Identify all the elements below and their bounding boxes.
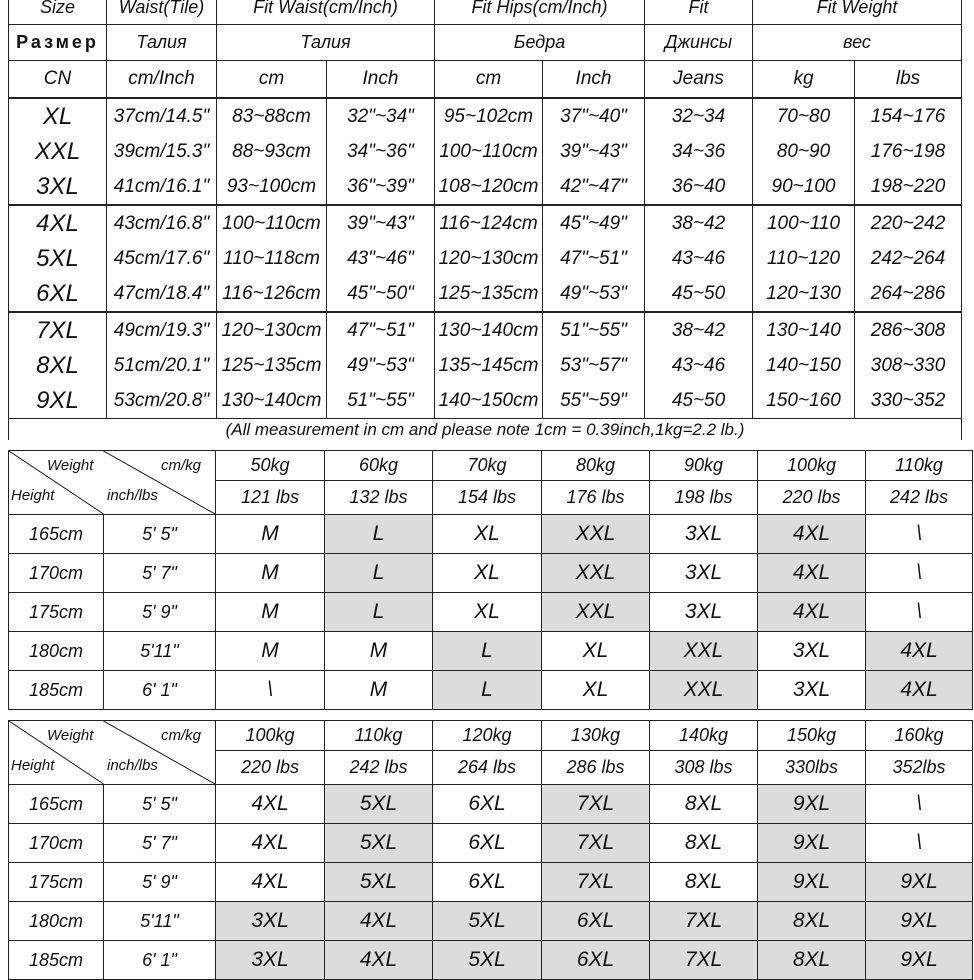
weight-lbs-header: 242 lbs xyxy=(866,481,973,515)
weight-lbs-header: 121 lbs xyxy=(216,481,325,515)
weight-kg-header: 90kg xyxy=(650,451,758,481)
grid2-header-row-1 xyxy=(9,721,973,751)
height-cm: 175cm xyxy=(9,863,104,902)
height-weight-grid-2 xyxy=(8,720,973,980)
weight-lbs-header: 264 lbs xyxy=(433,751,542,785)
recommended-size: L xyxy=(325,515,433,554)
header-unit: Inch xyxy=(543,61,645,99)
size-value: 130~140cm xyxy=(435,312,543,348)
recommended-size: L xyxy=(433,632,542,671)
recommended-size: 3XL xyxy=(650,515,758,554)
corner-inchlbs: inch/lbs xyxy=(107,487,158,504)
height-row xyxy=(9,593,973,632)
size-value: 88~93cm xyxy=(217,134,327,169)
recommended-size: 4XL xyxy=(325,902,433,941)
recommended-size: 3XL xyxy=(216,941,325,980)
recommended-size: 9XL xyxy=(866,863,973,902)
header-bedra: Бедра xyxy=(435,25,645,61)
size-value: 140~150 xyxy=(753,348,855,383)
height-inch: 5' 9" xyxy=(104,863,216,902)
recommended-size: M xyxy=(216,593,325,632)
height-inch: 5'11" xyxy=(104,902,216,941)
size-row xyxy=(9,98,962,134)
height-cm: 165cm xyxy=(9,785,104,824)
corner-height: Height xyxy=(11,757,55,774)
recommended-size: 3XL xyxy=(758,632,866,671)
recommended-size: 4XL xyxy=(216,863,325,902)
size-row xyxy=(9,276,962,312)
header-unit: kg xyxy=(753,61,855,99)
recommended-size: M xyxy=(216,554,325,593)
size-value: 150~160 xyxy=(753,383,855,419)
weight-lbs-header: 154 lbs xyxy=(433,481,542,515)
weight-kg-header: 50kg xyxy=(216,451,325,481)
recommended-size: 9XL xyxy=(866,941,973,980)
recommended-size: 7XL xyxy=(542,863,650,902)
height-inch: 5' 5" xyxy=(104,515,216,554)
corner-weight: Weight xyxy=(47,457,94,474)
recommended-size: 6XL xyxy=(433,824,542,863)
corner-weight: Weight xyxy=(47,727,94,744)
header-fit-hips: Fit Hips(cm/Inch) xyxy=(435,0,645,25)
size-value: 120~130cm xyxy=(217,312,327,348)
size-value: 38~42 xyxy=(645,312,753,348)
recommended-size: 8XL xyxy=(650,824,758,863)
size-value: 45~50 xyxy=(645,276,753,312)
size-row xyxy=(9,312,962,348)
height-cm: 180cm xyxy=(9,902,104,941)
size-value: 93~100cm xyxy=(217,169,327,205)
size-value: 83~88cm xyxy=(217,98,327,134)
header-taliya-1: Талия xyxy=(107,25,217,61)
recommended-size: \ xyxy=(866,824,973,863)
size-label: 4XL xyxy=(9,205,107,241)
size-value: 108~120cm xyxy=(435,169,543,205)
size-value: 125~135cm xyxy=(435,276,543,312)
size-value: 220~242 xyxy=(855,205,962,241)
corner-cmkg: cm/kg xyxy=(161,457,202,474)
size-value: 47"~51" xyxy=(543,241,645,276)
height-cm: 170cm xyxy=(9,554,104,593)
size-value: 80~90 xyxy=(753,134,855,169)
recommended-size: XL xyxy=(433,593,542,632)
recommended-size: M xyxy=(325,671,433,710)
height-row xyxy=(9,824,973,863)
header-cn: CN xyxy=(9,61,107,99)
height-inch: 5'11" xyxy=(104,632,216,671)
size-value: 41cm/16.1" xyxy=(107,169,217,205)
weight-lbs-header: 220 lbs xyxy=(216,751,325,785)
size-value: 120~130cm xyxy=(435,241,543,276)
size-value: 39"~43" xyxy=(543,134,645,169)
recommended-size: M xyxy=(216,515,325,554)
weight-lbs-header: 132 lbs xyxy=(325,481,433,515)
size-row xyxy=(9,134,962,169)
size-value: 36"~39" xyxy=(327,169,435,205)
size-value: 51cm/20.1" xyxy=(107,348,217,383)
header-unit: cm xyxy=(217,61,327,99)
size-value: 176~198 xyxy=(855,134,962,169)
header-size: Size xyxy=(9,0,107,25)
size-value: 110~120 xyxy=(753,241,855,276)
weight-kg-header: 130kg xyxy=(542,721,650,751)
corner-inchlbs: inch/lbs xyxy=(107,757,158,774)
recommended-size: XL xyxy=(542,632,650,671)
size-label: 7XL xyxy=(9,312,107,348)
height-row xyxy=(9,671,973,710)
recommended-size: 5XL xyxy=(325,824,433,863)
header-unit: cm xyxy=(435,61,543,99)
recommended-size: 5XL xyxy=(325,863,433,902)
weight-lbs-header: 352lbs xyxy=(866,751,973,785)
weight-lbs-header: 242 lbs xyxy=(325,751,433,785)
recommended-size: 4XL xyxy=(758,554,866,593)
height-row xyxy=(9,902,973,941)
weight-lbs-header: 220 lbs xyxy=(758,481,866,515)
corner-height: Height xyxy=(11,487,55,504)
size-value: 42"~47" xyxy=(543,169,645,205)
size-value: 49cm/19.3" xyxy=(107,312,217,348)
size-value: 43~46 xyxy=(645,241,753,276)
recommended-size: XXL xyxy=(650,632,758,671)
weight-lbs-header: 198 lbs xyxy=(650,481,758,515)
height-row xyxy=(9,863,973,902)
weight-kg-header: 120kg xyxy=(433,721,542,751)
recommended-size: 8XL xyxy=(758,902,866,941)
size-value: 45"~50" xyxy=(327,276,435,312)
height-cm: 180cm xyxy=(9,632,104,671)
size-value: 43cm/16.8" xyxy=(107,205,217,241)
recommended-size: 4XL xyxy=(216,785,325,824)
header-unit: lbs xyxy=(855,61,962,99)
recommended-size: XL xyxy=(433,515,542,554)
header-unit: cm/Inch xyxy=(107,61,217,99)
recommended-size: 6XL xyxy=(542,902,650,941)
recommended-size: 7XL xyxy=(650,941,758,980)
size-spec-table xyxy=(8,0,962,440)
recommended-size: XXL xyxy=(542,515,650,554)
recommended-size: XXL xyxy=(542,554,650,593)
recommended-size: 7XL xyxy=(650,902,758,941)
recommended-size: 6XL xyxy=(542,941,650,980)
recommended-size: 3XL xyxy=(650,593,758,632)
size-value: 49"~53" xyxy=(327,348,435,383)
height-inch: 5' 5" xyxy=(104,785,216,824)
weight-lbs-header: 330lbs xyxy=(758,751,866,785)
recommended-size: M xyxy=(216,632,325,671)
header-ves: вес xyxy=(753,25,962,61)
height-cm: 170cm xyxy=(9,824,104,863)
size-value: 264~286 xyxy=(855,276,962,312)
weight-kg-header: 80kg xyxy=(542,451,650,481)
header-row-1 xyxy=(9,0,962,25)
size-value: 130~140cm xyxy=(217,383,327,419)
size-value: 140~150cm xyxy=(435,383,543,419)
weight-kg-header: 150kg xyxy=(758,721,866,751)
size-value: 45"~49" xyxy=(543,205,645,241)
height-row xyxy=(9,515,973,554)
size-value: 38~42 xyxy=(645,205,753,241)
recommended-size: 6XL xyxy=(433,863,542,902)
size-value: 198~220 xyxy=(855,169,962,205)
size-value: 110~118cm xyxy=(217,241,327,276)
grid1-header-row-1 xyxy=(9,451,973,481)
recommended-size: XL xyxy=(433,554,542,593)
recommended-size: L xyxy=(325,593,433,632)
header-dzhinsy: Джинсы xyxy=(645,25,753,61)
height-cm: 175cm xyxy=(9,593,104,632)
recommended-size: 4XL xyxy=(866,632,973,671)
size-value: 45~50 xyxy=(645,383,753,419)
size-value: 32"~34" xyxy=(327,98,435,134)
height-weight-grid-1 xyxy=(8,450,973,710)
weight-lbs-header: 308 lbs xyxy=(650,751,758,785)
size-value: 70~80 xyxy=(753,98,855,134)
size-value: 39"~43" xyxy=(327,205,435,241)
recommended-size: 6XL xyxy=(433,785,542,824)
size-value: 120~130 xyxy=(753,276,855,312)
header-fit-waist: Fit Waist(cm/Inch) xyxy=(217,0,435,25)
size-value: 125~135cm xyxy=(217,348,327,383)
weight-kg-header: 100kg xyxy=(758,451,866,481)
recommended-size: 8XL xyxy=(650,785,758,824)
recommended-size: 7XL xyxy=(542,824,650,863)
header-row-2 xyxy=(9,25,962,61)
weight-lbs-header: 176 lbs xyxy=(542,481,650,515)
size-row xyxy=(9,241,962,276)
size-value: 53"~57" xyxy=(543,348,645,383)
recommended-size: XL xyxy=(542,671,650,710)
height-inch: 5' 7" xyxy=(104,554,216,593)
recommended-size: 3XL xyxy=(216,902,325,941)
recommended-size: \ xyxy=(866,593,973,632)
recommended-size: \ xyxy=(216,671,325,710)
height-inch: 6' 1" xyxy=(104,941,216,980)
size-value: 47"~51" xyxy=(327,312,435,348)
weight-lbs-header: 286 lbs xyxy=(542,751,650,785)
weight-kg-header: 60kg xyxy=(325,451,433,481)
size-value: 100~110cm xyxy=(435,134,543,169)
size-value: 34~36 xyxy=(645,134,753,169)
recommended-size: \ xyxy=(866,785,973,824)
height-row xyxy=(9,785,973,824)
size-value: 43"~46" xyxy=(327,241,435,276)
note-row xyxy=(9,419,962,441)
recommended-size: 4XL xyxy=(216,824,325,863)
size-value: 45cm/17.6" xyxy=(107,241,217,276)
size-value: 90~100 xyxy=(753,169,855,205)
size-value: 330~352 xyxy=(855,383,962,419)
recommended-size: 5XL xyxy=(325,785,433,824)
size-value: 130~140 xyxy=(753,312,855,348)
height-cm: 165cm xyxy=(9,515,104,554)
recommended-size: 4XL xyxy=(866,671,973,710)
header-unit: Inch xyxy=(327,61,435,99)
header-taliya-2: Талия xyxy=(217,25,435,61)
recommended-size: XXL xyxy=(650,671,758,710)
size-value: 39cm/15.3" xyxy=(107,134,217,169)
weight-kg-header: 110kg xyxy=(866,451,973,481)
size-row xyxy=(9,348,962,383)
weight-kg-header: 160kg xyxy=(866,721,973,751)
recommended-size: 4XL xyxy=(758,593,866,632)
size-value: 51"~55" xyxy=(543,312,645,348)
size-value: 37"~40" xyxy=(543,98,645,134)
size-value: 53cm/20.8" xyxy=(107,383,217,419)
height-cm: 185cm xyxy=(9,671,104,710)
header-fit: Fit xyxy=(645,0,753,25)
size-value: 116~124cm xyxy=(435,205,543,241)
recommended-size: 9XL xyxy=(758,863,866,902)
size-label: 5XL xyxy=(9,241,107,276)
weight-kg-header: 140kg xyxy=(650,721,758,751)
size-value: 286~308 xyxy=(855,312,962,348)
size-label: 8XL xyxy=(9,348,107,383)
weight-kg-header: 100kg xyxy=(216,721,325,751)
corner-cmkg: cm/kg xyxy=(161,727,202,744)
recommended-size: 3XL xyxy=(758,671,866,710)
height-inch: 5' 7" xyxy=(104,824,216,863)
size-label: XXL xyxy=(9,134,107,169)
size-value: 36~40 xyxy=(645,169,753,205)
size-label: 9XL xyxy=(9,383,107,419)
recommended-size: M xyxy=(325,632,433,671)
size-value: 32~34 xyxy=(645,98,753,134)
size-row xyxy=(9,169,962,205)
header-waist-tile: Waist(Tile) xyxy=(107,0,217,25)
header-unit: Jeans xyxy=(645,61,753,99)
height-row xyxy=(9,632,973,671)
measurement-note: (All measurement in cm and please note 1cm = 0.39inch,1kg=2.2 lb.) xyxy=(9,419,962,441)
weight-kg-header: 70kg xyxy=(433,451,542,481)
height-cm: 185cm xyxy=(9,941,104,980)
grid1-corner xyxy=(9,451,216,515)
size-value: 55"~59" xyxy=(543,383,645,419)
size-value: 34"~36" xyxy=(327,134,435,169)
header-razmer: Размер xyxy=(9,25,107,61)
recommended-size: 9XL xyxy=(758,785,866,824)
size-row xyxy=(9,383,962,419)
size-value: 37cm/14.5" xyxy=(107,98,217,134)
recommended-size: 7XL xyxy=(542,785,650,824)
recommended-size: 9XL xyxy=(758,824,866,863)
recommended-size: 8XL xyxy=(650,863,758,902)
size-value: 100~110cm xyxy=(217,205,327,241)
recommended-size: 3XL xyxy=(650,554,758,593)
size-value: 47cm/18.4" xyxy=(107,276,217,312)
height-inch: 6' 1" xyxy=(104,671,216,710)
size-row xyxy=(9,205,962,241)
size-label: 6XL xyxy=(9,276,107,312)
recommended-size: 8XL xyxy=(758,941,866,980)
size-value: 242~264 xyxy=(855,241,962,276)
recommended-size: L xyxy=(433,671,542,710)
size-label: XL xyxy=(9,98,107,134)
size-value: 49"~53" xyxy=(543,276,645,312)
recommended-size: \ xyxy=(866,554,973,593)
size-value: 51"~55" xyxy=(327,383,435,419)
recommended-size: L xyxy=(325,554,433,593)
height-inch: 5' 9" xyxy=(104,593,216,632)
size-value: 43~46 xyxy=(645,348,753,383)
weight-kg-header: 110kg xyxy=(325,721,433,751)
size-value: 95~102cm xyxy=(435,98,543,134)
size-value: 308~330 xyxy=(855,348,962,383)
recommended-size: 4XL xyxy=(758,515,866,554)
recommended-size: 9XL xyxy=(866,902,973,941)
size-value: 154~176 xyxy=(855,98,962,134)
grid2-corner xyxy=(9,721,216,785)
size-label: 3XL xyxy=(9,169,107,205)
size-value: 100~110 xyxy=(753,205,855,241)
size-value: 135~145cm xyxy=(435,348,543,383)
recommended-size: \ xyxy=(866,515,973,554)
size-value: 116~126cm xyxy=(217,276,327,312)
header-row-3 xyxy=(9,61,962,99)
height-row xyxy=(9,554,973,593)
recommended-size: 5XL xyxy=(433,941,542,980)
recommended-size: 4XL xyxy=(325,941,433,980)
recommended-size: XXL xyxy=(542,593,650,632)
header-fit-weight: Fit Weight xyxy=(753,0,962,25)
recommended-size: 5XL xyxy=(433,902,542,941)
